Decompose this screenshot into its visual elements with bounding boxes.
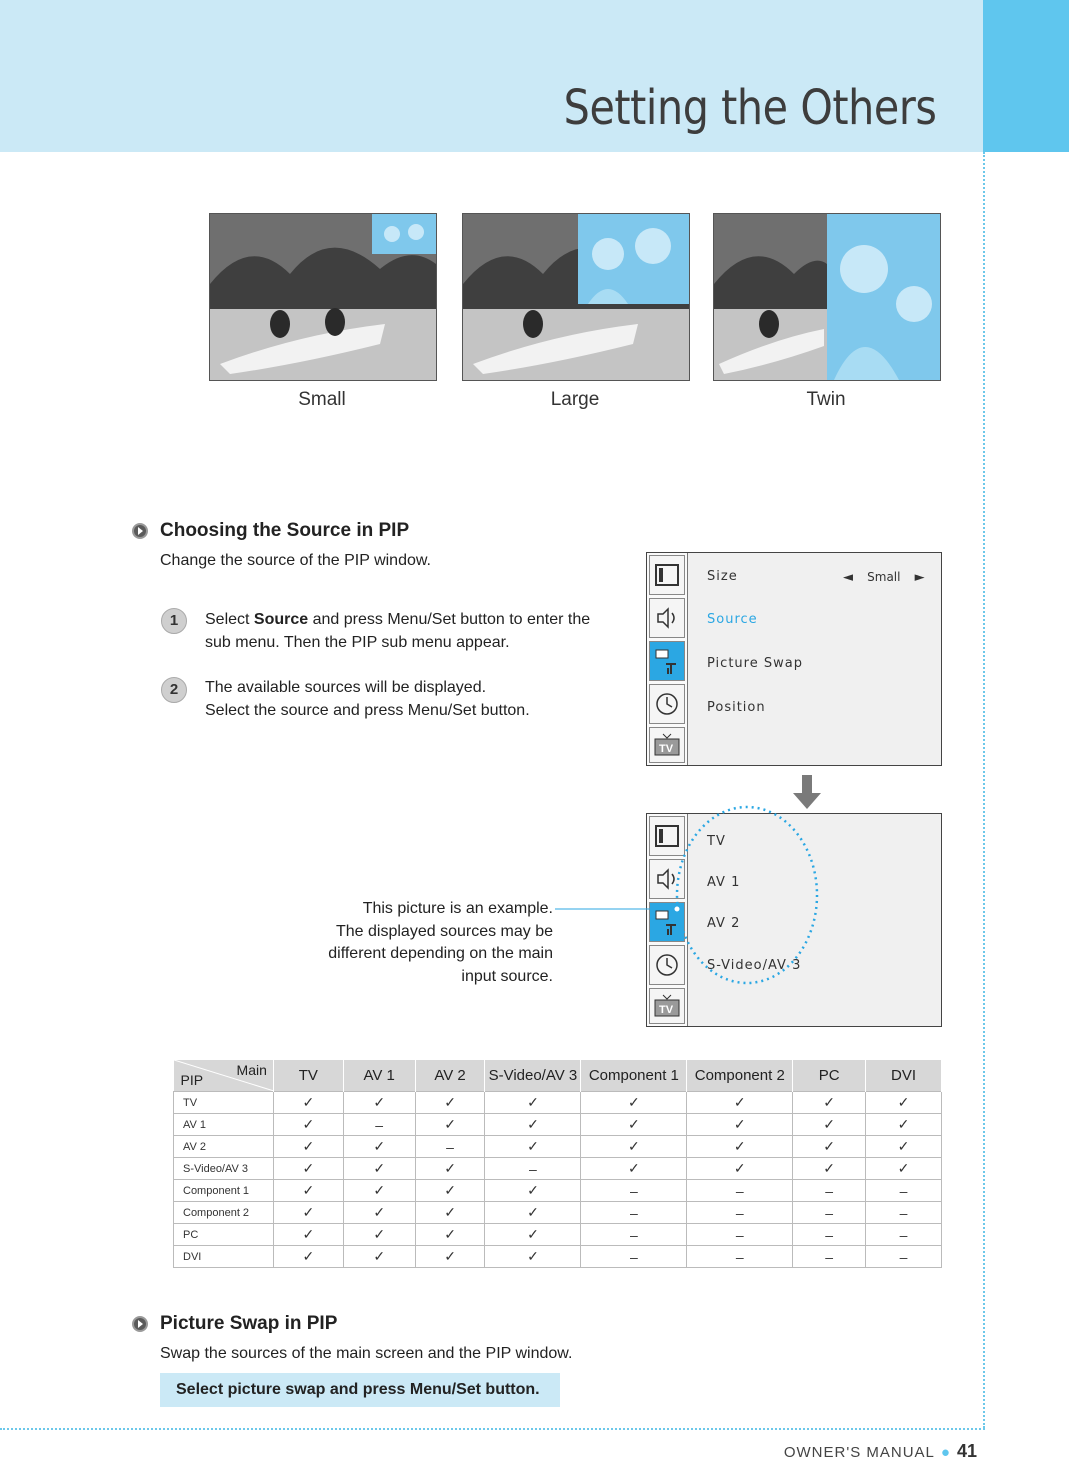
swap-title: Picture Swap in PIP xyxy=(160,1313,338,1334)
table-cell: – xyxy=(485,1158,581,1180)
header-tab xyxy=(983,0,1069,152)
table-row xyxy=(174,1114,942,1136)
table-cell: ✓ xyxy=(485,1136,581,1158)
table-cell: ✓ xyxy=(866,1092,942,1114)
caption-small: Small xyxy=(298,389,346,410)
table-cell: ✓ xyxy=(415,1114,485,1136)
choosing-title: Choosing the Source in PIP xyxy=(160,520,410,541)
pip-large-image xyxy=(462,213,690,381)
step-2-badge: 2 xyxy=(161,677,187,703)
menu-item-size[interactable]: Size xyxy=(707,569,738,584)
table-row xyxy=(174,1246,942,1268)
table-cell: ✓ xyxy=(485,1224,581,1246)
table-cell: ✓ xyxy=(485,1114,581,1136)
table-cell: ✓ xyxy=(687,1092,793,1114)
table-cell: ✓ xyxy=(273,1202,343,1224)
source-item-tv[interactable]: TV xyxy=(707,834,726,849)
table-cell: – xyxy=(581,1246,687,1268)
table-row xyxy=(174,1202,942,1224)
section-bullet-icon xyxy=(131,522,149,540)
table-cell: ✓ xyxy=(793,1136,866,1158)
pip-twin-image xyxy=(713,213,941,381)
sound-icon[interactable] xyxy=(649,598,685,638)
table-cell: ✓ xyxy=(793,1158,866,1180)
table-cell: – xyxy=(581,1202,687,1224)
table-cell: – xyxy=(866,1202,942,1224)
table-cell: ✓ xyxy=(485,1092,581,1114)
table-cell: – xyxy=(793,1180,866,1202)
arrow-left-icon[interactable]: ◄ xyxy=(843,570,853,585)
table-cell: ✓ xyxy=(866,1114,942,1136)
table-cell: – xyxy=(581,1180,687,1202)
table-cell: – xyxy=(687,1246,793,1268)
matrix-corner xyxy=(174,1060,274,1092)
swap-instruction: Select picture swap and press Menu/Set button. xyxy=(160,1373,560,1407)
table-cell: – xyxy=(687,1180,793,1202)
page-number: 41 xyxy=(956,1441,977,1461)
pip-small-image xyxy=(209,213,437,381)
size-value: Small xyxy=(867,570,901,584)
arrow-right-icon[interactable]: ► xyxy=(914,570,925,585)
source-item-av2[interactable]: AV 2 xyxy=(707,916,741,931)
table-cell: – xyxy=(687,1224,793,1246)
table-cell: – xyxy=(866,1224,942,1246)
table-cell: – xyxy=(866,1180,942,1202)
source-item-svideo-av3[interactable]: S-Video/AV 3 xyxy=(707,958,802,973)
table-cell: ✓ xyxy=(415,1092,485,1114)
table-cell: ✓ xyxy=(581,1136,687,1158)
footer-label: OWNER'S MANUAL xyxy=(783,1444,935,1461)
table-cell: – xyxy=(866,1246,942,1268)
table-cell: ✓ xyxy=(273,1158,343,1180)
table-cell: – xyxy=(415,1136,485,1158)
col-header: PC xyxy=(793,1060,866,1092)
table-cell: ✓ xyxy=(273,1114,343,1136)
table-cell: ✓ xyxy=(273,1136,343,1158)
table-cell: ✓ xyxy=(273,1092,343,1114)
table-cell: ✓ xyxy=(343,1158,415,1180)
table-cell: ✓ xyxy=(415,1158,485,1180)
highlight-callout xyxy=(555,805,835,995)
table-cell: ✓ xyxy=(273,1246,343,1268)
corner-pip-label: PIP xyxy=(180,1072,204,1088)
margin-line-vertical xyxy=(983,152,985,1428)
menu-item-source[interactable]: Source xyxy=(707,612,758,627)
col-header: Component 1 xyxy=(581,1060,687,1092)
table-cell: ✓ xyxy=(866,1158,942,1180)
page-footer xyxy=(784,1441,977,1462)
table-cell: ✓ xyxy=(581,1092,687,1114)
col-header: S-Video/AV 3 xyxy=(485,1060,581,1092)
col-header: AV 2 xyxy=(415,1060,485,1092)
clock-icon[interactable] xyxy=(649,684,685,724)
table-cell: ✓ xyxy=(687,1114,793,1136)
menu-item-position[interactable]: Position xyxy=(707,700,766,715)
table-cell: – xyxy=(793,1246,866,1268)
table-cell: ✓ xyxy=(415,1202,485,1224)
table-cell: – xyxy=(343,1114,415,1136)
row-header: Component 1 xyxy=(174,1180,274,1202)
osd-pip-menu xyxy=(646,552,942,766)
row-header: PC xyxy=(174,1224,274,1246)
choosing-desc: Change the source of the PIP window. xyxy=(160,552,431,569)
pip-source-matrix xyxy=(173,1060,942,1268)
table-cell: ✓ xyxy=(273,1180,343,1202)
table-cell: ✓ xyxy=(343,1246,415,1268)
tv-source-icon[interactable] xyxy=(649,727,685,763)
table-cell: ✓ xyxy=(415,1224,485,1246)
step-1-badge: 1 xyxy=(161,608,187,634)
table-cell: ✓ xyxy=(415,1180,485,1202)
table-cell: ✓ xyxy=(793,1114,866,1136)
table-row xyxy=(174,1180,942,1202)
table-cell: ✓ xyxy=(581,1114,687,1136)
page-title: Setting the Others xyxy=(563,80,936,136)
table-cell: – xyxy=(793,1224,866,1246)
table-cell: ✓ xyxy=(415,1246,485,1268)
table-cell: ✓ xyxy=(581,1158,687,1180)
table-cell: ✓ xyxy=(485,1202,581,1224)
table-cell: – xyxy=(793,1202,866,1224)
table-cell: ✓ xyxy=(343,1202,415,1224)
margin-line-horizontal xyxy=(0,1428,985,1430)
row-header: Component 2 xyxy=(174,1202,274,1224)
table-cell: ✓ xyxy=(343,1224,415,1246)
col-header: DVI xyxy=(866,1060,942,1092)
table-cell: ✓ xyxy=(485,1246,581,1268)
footer-dot-icon: ● xyxy=(940,1444,951,1461)
tv-label: TV xyxy=(659,1004,674,1016)
table-cell: – xyxy=(687,1202,793,1224)
corner-main-label: Main xyxy=(236,1062,267,1078)
row-header: TV xyxy=(174,1092,274,1114)
step-2-text: The available sources will be displayed. Select the source and press Menu/Set button. xyxy=(205,679,530,719)
section-bullet-icon xyxy=(131,1315,149,1333)
table-row xyxy=(174,1224,942,1246)
table-cell: ✓ xyxy=(485,1180,581,1202)
table-cell: ✓ xyxy=(687,1158,793,1180)
table-cell: ✓ xyxy=(343,1136,415,1158)
table-cell: – xyxy=(581,1224,687,1246)
row-header: AV 2 xyxy=(174,1136,274,1158)
caption-large: Large xyxy=(550,389,600,410)
table-cell: ✓ xyxy=(343,1180,415,1202)
source-item-av1[interactable]: AV 1 xyxy=(707,875,741,890)
example-note: This picture is an example. The displayed sources may be different depending on the main input source. xyxy=(328,900,553,985)
picture-icon[interactable] xyxy=(649,555,685,595)
row-header: AV 1 xyxy=(174,1114,274,1136)
menu-item-picture-swap[interactable]: Picture Swap xyxy=(707,656,803,671)
table-cell: ✓ xyxy=(343,1092,415,1114)
table-cell: ✓ xyxy=(793,1092,866,1114)
table-cell: ✓ xyxy=(273,1224,343,1246)
setup-icon[interactable] xyxy=(649,641,685,681)
row-header: DVI xyxy=(174,1246,274,1268)
col-header: AV 1 xyxy=(343,1060,415,1092)
row-header: S-Video/AV 3 xyxy=(174,1158,274,1180)
tv-label: TV xyxy=(659,743,674,755)
swap-desc: Swap the sources of the main screen and the PIP window. xyxy=(160,1345,573,1362)
size-value-selector[interactable] xyxy=(843,570,925,585)
table-row xyxy=(174,1092,942,1114)
caption-twin: Twin xyxy=(806,389,846,410)
col-header: TV xyxy=(273,1060,343,1092)
osd-sidebar xyxy=(647,553,688,765)
step-1-text: Select Source and press Menu/Set button to enter the sub menu. Then the PIP sub menu appear. xyxy=(205,611,591,651)
table-cell: ✓ xyxy=(866,1136,942,1158)
table-cell: ✓ xyxy=(687,1136,793,1158)
col-header: Component 2 xyxy=(687,1060,793,1092)
table-row xyxy=(174,1158,942,1180)
table-row xyxy=(174,1136,942,1158)
